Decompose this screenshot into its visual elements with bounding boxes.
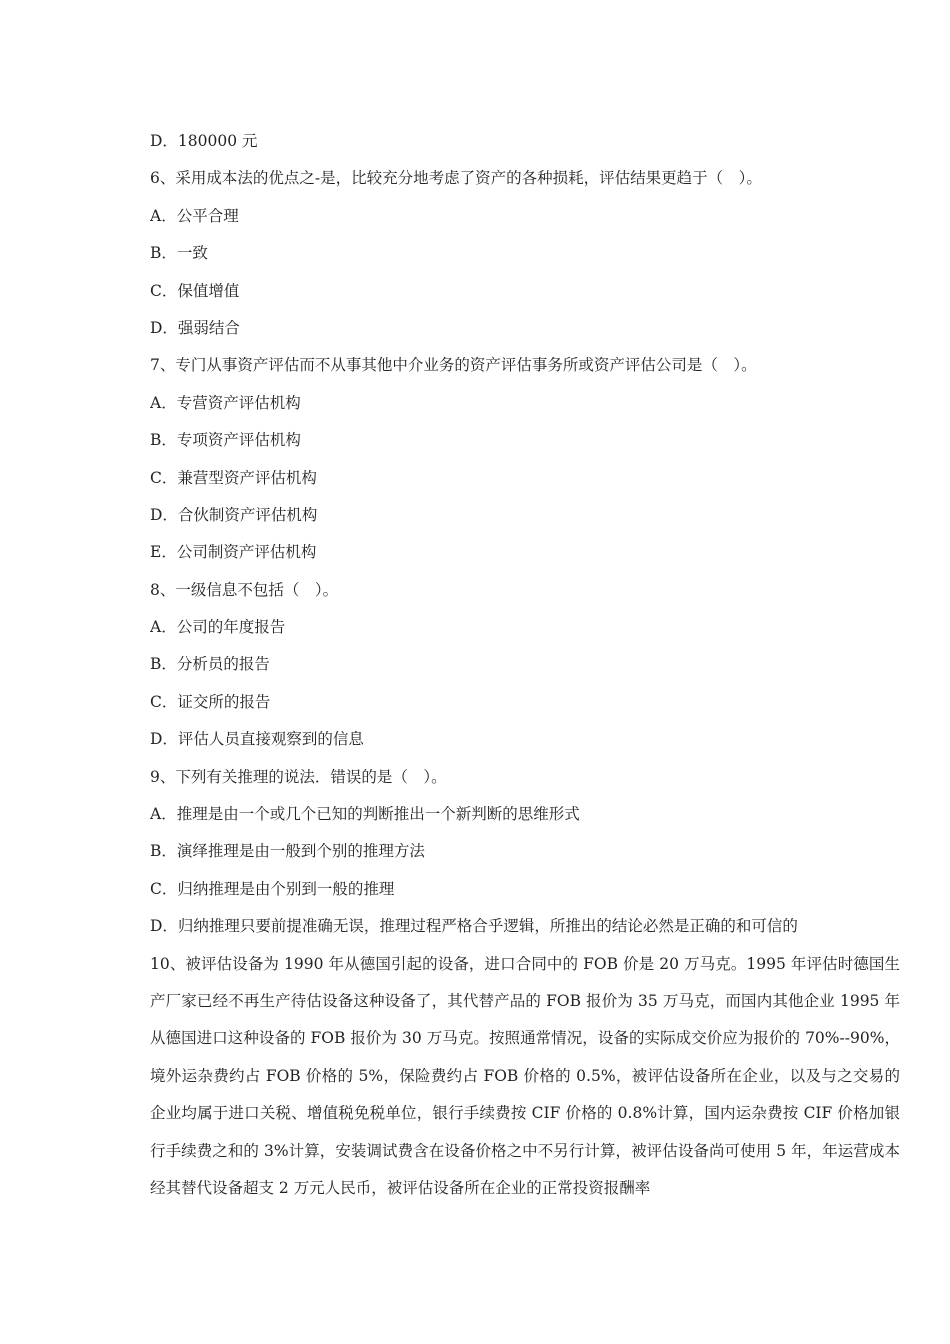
option-line: D．评估人员直接观察到的信息 (150, 730, 364, 749)
option-line: C．兼营型资产评估机构 (150, 468, 317, 487)
option-line: D．强弱结合 (150, 318, 240, 337)
option-line: A．专营资产评估机构 (150, 393, 301, 412)
option-line: C．证交所的报告 (150, 692, 271, 711)
question-line: 8、一级信息不包括（ ）。 (150, 580, 339, 599)
option-line: A．公司的年度报告 (150, 618, 286, 637)
option-line: B．演绎推理是由一般到个别的推理方法 (150, 842, 425, 861)
option-line: A．推理是由一个或几个已知的判断推出一个新判断的思维形式 (150, 805, 580, 824)
option-line: D．180000 元 (150, 132, 258, 150)
option-line: B．一致 (150, 244, 208, 263)
option-line: B．分析员的报告 (150, 655, 270, 674)
question-line: 9、下列有关推理的说法．错误的是（ ）。 (150, 767, 447, 786)
question-line: 6、采用成本法的优点之-是，比较充分地考虑了资产的各种损耗，评估结果更趋于（ ）。 (150, 169, 762, 188)
option-line: B．专项资产评估机构 (150, 431, 301, 450)
option-line: C．归纳推理是由个别到一般的推理 (150, 879, 395, 898)
question-10-paragraph: 10、被评估设备为 1990 年从德国引起的设备，进口合同中的 FOB 价是 20 万马克。1995 年评估时德国生产厂家已经不再生产待估设备这种设备了，其代替产品的 FOB 报价为 35 万马克，而国内其他企业 1995 年从德国进口这种设备的 FOB 报价为 30 万马克。按照通常情况，设备的实际成交价应为报价的 70%--90%，境外运杂费约占 FOB 价格的 5%，保险费约占 FOB 价格的 0.5%，被评估设备所在企业，以及与之交易的企业均属于进口关税、增值税免税单位，银行手续费按 CIF 价格的 0.8%计算，国内运杂费按 CIF 价格加银行手续费之和的 3%计算，安装调试费含在设备价格之中不另行计算，被评估设备尚可使用 5 年，年运营成本经其替代设备超支 2 万元人民币，被评估设备所在企业的正常投资报酬率 (150, 954, 900, 1198)
option-line: C．保值增值 (150, 281, 240, 300)
option-line: E．公司制资产评估机构 (150, 543, 317, 562)
option-line: A．公平合理 (150, 206, 239, 225)
option-line: D．合伙制资产评估机构 (150, 505, 318, 524)
question-line: 7、专门从事资产评估而不从事其他中介业务的资产评估事务所或资产评估公司是（ ）。 (150, 356, 757, 375)
option-line: D．归纳推理只要前提准确无误，推理过程严格合乎逻辑，所推出的结论必然是正确的和可信的 (150, 917, 798, 936)
document-body (150, 123, 900, 1207)
